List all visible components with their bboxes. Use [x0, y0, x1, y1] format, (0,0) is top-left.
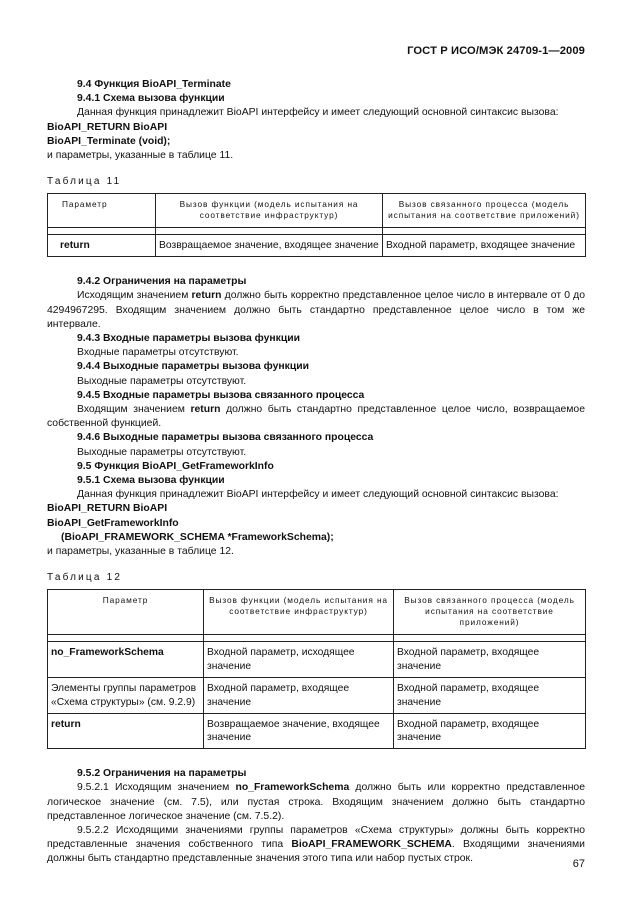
paragraph: Данная функция принадлежит BioAPI интерфейсу и имеет следующий основной синтаксис вызова:	[77, 489, 559, 501]
header-cell: Вызов связанного процесса (модель испытания на соответствие приложений)	[383, 194, 586, 228]
table-header-row	[48, 590, 586, 635]
table-cell: Возвращаемое значение, входящее значение	[156, 235, 383, 257]
paragraph: и параметры, указанные в таблице 11.	[47, 150, 234, 162]
subsection-heading: 9.4.3 Входные параметры вызова функции	[77, 333, 301, 345]
subsection-heading: 9.4.1 Схема вызова функции	[77, 93, 225, 105]
subsection-heading: 9.5.2 Ограничения на параметры	[77, 768, 247, 780]
table-cell: Входной параметр, исходящее значение	[204, 642, 394, 678]
table-12	[47, 589, 586, 749]
code-line: BioAPI_Terminate (void);	[47, 135, 171, 147]
paragraph: Исходящим значением return должно быть корректно представленное целое число в интервале от 0 до 4294967295. Входящим значением должно быть стандартно представленное целое число в том же интервале.	[47, 290, 586, 330]
code-line: BioAPI_GetFrameworkInfo	[47, 517, 179, 529]
standard-header: ГОСТ Р ИСО/МЭК 24709-1—2009	[407, 45, 585, 57]
header-cell: Вызов связанного процесса (модель испытания на соответствие приложений)	[394, 590, 586, 635]
table-cell: return	[48, 713, 204, 749]
code-line: (BioAPI_FRAMEWORK_SCHEMA *FrameworkSchema);	[61, 531, 334, 543]
header-cell: Параметр	[48, 194, 156, 228]
code-line: BioAPI_RETURN BioAPI	[47, 121, 168, 133]
paragraph: и параметры, указанные в таблице 12.	[47, 546, 234, 558]
paragraph: Входные параметры отсутствуют.	[77, 347, 239, 359]
table-cell: Входной параметр, входящее значение	[394, 713, 586, 749]
table-row	[48, 235, 586, 257]
table-cell: Возвращаемое значение, входящее значение	[204, 713, 394, 749]
table-row	[48, 713, 586, 749]
paragraph: Выходные параметры отсутствуют.	[77, 446, 247, 458]
page-number: 67	[572, 858, 585, 870]
table-row	[48, 642, 586, 678]
document-page	[47, 0, 585, 913]
table-spacer	[48, 635, 586, 642]
table-caption: Таблица 11	[47, 176, 122, 188]
paragraph: 9.5.2.2 Исходящими значениями группы параметров «Схема структуры» должны быть корректно представленные значения собственного типа BioAPI_FRAMEWORK_SCHEMA. Входящими значениями должны быть стандартно представленные значения этого типа или набор пустых строк.	[47, 825, 585, 865]
subsection-heading: 9.4.6 Выходные параметры вызова связанного процесса	[77, 432, 374, 444]
subsection-heading: 9.4.4 Выходные параметры вызова функции	[77, 361, 310, 373]
table-row	[48, 678, 586, 714]
table-cell: Входной параметр, входящее значение	[204, 678, 394, 714]
paragraph: Выходные параметры отсутствуют.	[77, 375, 247, 387]
code-line: BioAPI_RETURN BioAPI	[47, 503, 168, 515]
table-cell: return	[48, 235, 156, 257]
table-11	[47, 193, 586, 257]
table-header-row	[48, 194, 586, 228]
paragraph: Данная функция принадлежит BioAPI интерфейсу и имеет следующий основной синтаксис вызова:	[77, 107, 559, 119]
header-cell: Вызов функции (модель испытания на соответствие инфраструктур)	[156, 194, 383, 228]
section-heading: 9.4 Функция BioAPI_Terminate	[77, 79, 231, 90]
table-cell: no_FrameworkSchema	[48, 642, 204, 678]
paragraph: 9.5.2.1 Исходящим значением no_FrameworkSchema должно быть или корректно представленное логическое значение (см. 7.5), или пустая строка. Входящим значением должно быть стандартно представленное логическое значение (см. 7.5.2).	[47, 782, 585, 822]
table-spacer	[48, 228, 586, 235]
header-cell: Вызов функции (модель испытания на соответствие инфраструктур)	[204, 590, 394, 635]
table-cell: Входной параметр, входящее значение	[394, 678, 586, 714]
table-caption: Таблица 12	[47, 572, 123, 584]
table-cell: Входной параметр, входящее значение	[394, 642, 586, 678]
subsection-heading: 9.4.2 Ограничения на параметры	[77, 276, 247, 288]
table-cell: Входной параметр, входящее значение	[383, 235, 586, 257]
paragraph: Входящим значением return должно быть стандартно представленное целое число, возвращаемое собственной функцией.	[47, 404, 585, 430]
document-body	[47, 78, 585, 867]
section-heading: 9.5 Функция BioAPI_GetFrameworkInfo	[77, 460, 274, 472]
header-cell: Параметр	[48, 590, 204, 635]
subsection-heading: 9.4.5 Входные параметры вызова связанного процесса	[77, 389, 365, 401]
subsection-heading: 9.5.1 Схема вызова функции	[77, 475, 225, 487]
table-cell: Элементы группы параметров «Схема структуры» (см. 9.2.9)	[48, 678, 204, 714]
